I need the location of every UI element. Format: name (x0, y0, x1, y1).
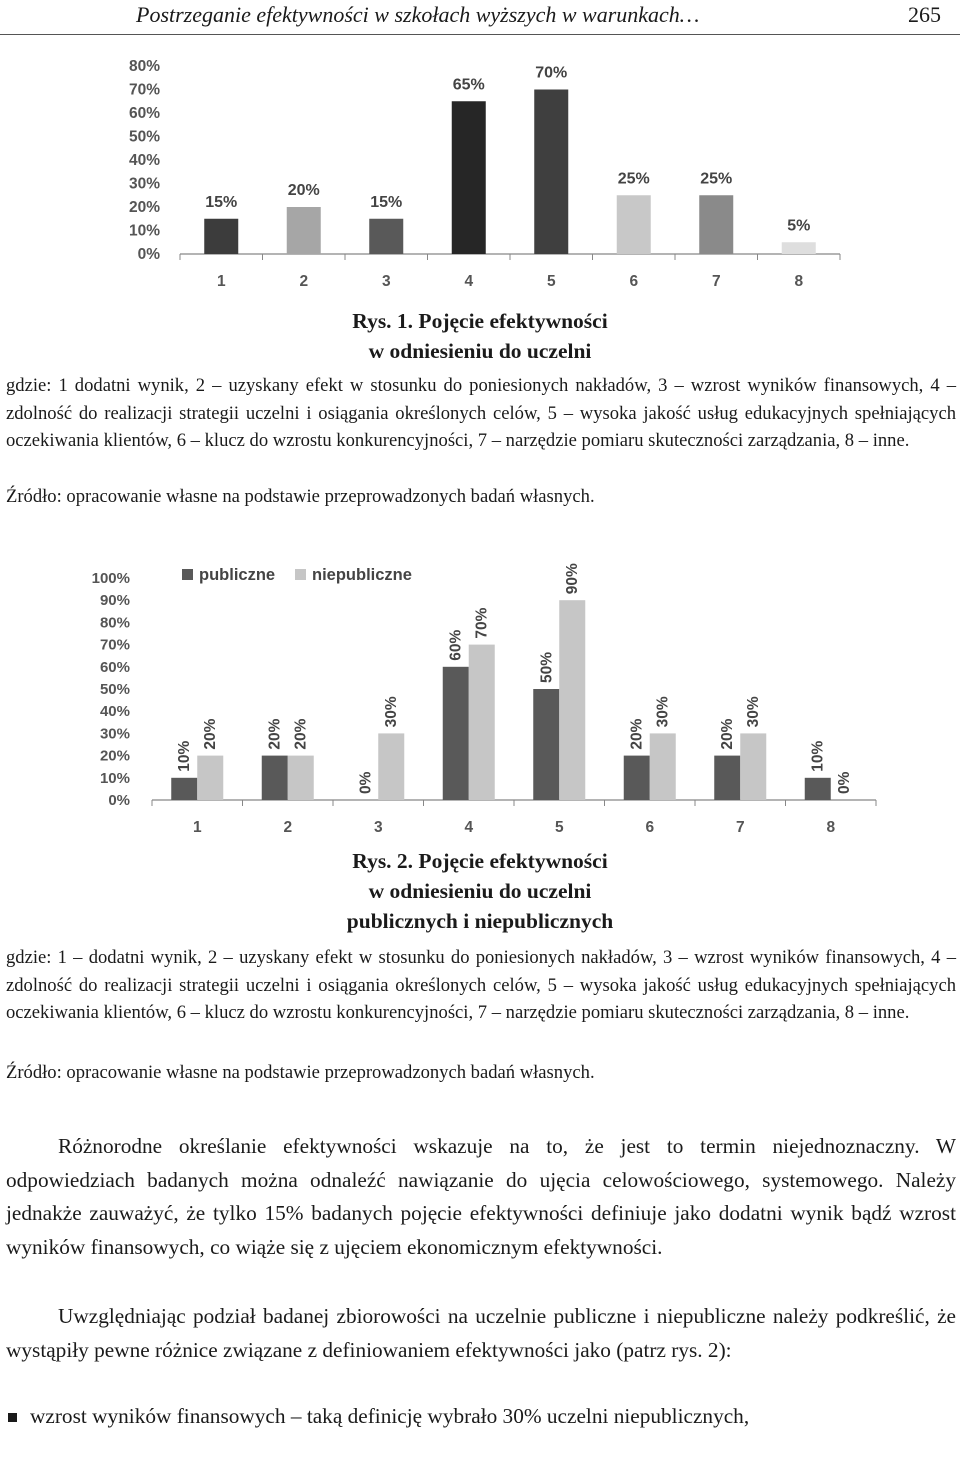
x-tick-label: 3 (373, 819, 383, 836)
x-tick-label: 7 (735, 819, 745, 836)
y-tick-label: 90% (99, 592, 130, 610)
figure1-legend-text: gdzie: 1 dodatni wynik, 2 – uzyskany efekt w stosunku do poniesionych nakładów, 3 – wzrost wyników finansowych, 4 – zdolność do realizacji strategii uczelni i osiągania określonych celów, 5 – wysoka jakość usług edukacyjnych spełniających oczekiwania klientów, 6 – klucz do wzrostu konkurencyjności, 7 – narzędzie pomiaru skuteczności zarządzania, 8 – inne. (6, 375, 956, 451)
x-tick-label: 5 (546, 273, 556, 290)
y-tick-label: 40% (128, 152, 160, 169)
figure2-caption-line3: publicznych i niepublicznych (346, 909, 614, 933)
bar-niepubliczne (197, 756, 223, 800)
x-tick-label: 6 (645, 819, 655, 836)
bar-niepubliczne (378, 733, 404, 800)
figure1-caption-line1: Rys. 1. Pojęcie efektywności (352, 309, 608, 333)
bar (369, 219, 403, 254)
bullet-item: wzrost wyników finansowych – taką definicję wybrało 30% uczelni niepublicznych, (6, 1400, 956, 1434)
data-label: 20% (202, 718, 220, 750)
bar (782, 242, 816, 254)
bar-publiczne (714, 756, 740, 800)
data-label: 20% (266, 718, 284, 750)
y-tick-label: 100% (91, 570, 130, 587)
bar-niepubliczne (288, 756, 314, 800)
x-tick-label: 2 (283, 819, 293, 836)
y-tick-label: 60% (128, 105, 160, 122)
x-tick-label: 4 (464, 273, 474, 290)
body-paragraph-2: Uwzględniając podział badanej zbiorowości na uczelnie publiczne i niepubliczne należy podkreślić, że wystąpiły pewne różnice związane z definiowaniem efektywności jako (patrz rys. 2): (6, 1304, 956, 1362)
data-label: 65% (452, 76, 485, 94)
bar-publiczne (805, 778, 831, 800)
y-tick-label: 80% (99, 614, 130, 632)
x-tick-label: 7 (711, 273, 721, 290)
y-tick-label: 0% (108, 792, 130, 809)
y-tick-label: 50% (128, 128, 160, 146)
data-label: 0% (357, 771, 375, 794)
bar (699, 195, 733, 254)
x-tick-label: 8 (826, 819, 836, 836)
legend-swatch (182, 569, 193, 580)
bar-publiczne (262, 756, 288, 800)
figure2-caption-line2: w odniesieniu do uczelni (368, 879, 592, 903)
legend-label: publiczne (199, 566, 276, 584)
data-label: 10% (809, 740, 827, 772)
x-tick-label: 1 (192, 819, 202, 836)
body-paragraph-1: Różnorodne określanie efektywności wskazuje na to, że jest to termin niejednoznaczny. W odpowiedziach badanych można odnaleźć nawiązanie do ujęcia celowościowego, systemowego. Należy jednakże zauważyć, że tylko 15% badanych pojęcie efektywności definiuje jako dodatni wynik bądź wzrost wyników finansowych, co wiąże się z ujęciem ekonomicznym efektywności. (6, 1134, 956, 1259)
figure2-legend-text: gdzie: 1 – dodatni wynik, 2 – uzyskany efekt w stosunku do poniesionych nakładów, 3 – wzrost wyników finansowych, 4 – zdolność do realizacji strategii uczelni i osiągania określonych celów, 5 – wysoka jakość usług edukacyjnych spełniających oczekiwania klientów, 6 – klucz do wzrostu konkurencyjności, 7 – narzędzie pomiaru skuteczności zarządzania, 8 – inne. (6, 947, 956, 1023)
data-label: 70% (535, 64, 568, 82)
y-tick-label: 10% (99, 769, 130, 787)
data-label: 15% (205, 193, 238, 211)
running-header-title: Postrzeganie efektywności w szkołach wyższych w warunkach… (136, 2, 700, 27)
data-label: 20% (719, 718, 737, 750)
page-number: 265 (908, 2, 941, 27)
data-label: 30% (745, 696, 763, 728)
data-label: 20% (292, 718, 310, 750)
figure1-caption-line2: w odniesieniu do uczelni (368, 339, 592, 363)
data-label: 90% (564, 563, 582, 595)
figure1-caption (0, 306, 960, 366)
bar-publiczne (443, 667, 469, 800)
x-tick-label: 8 (794, 273, 804, 290)
x-tick-label: 3 (381, 273, 391, 290)
x-tick-label: 2 (299, 273, 309, 290)
y-tick-label: 30% (128, 175, 160, 193)
x-tick-label: 1 (216, 273, 226, 290)
bar-niepubliczne (740, 733, 766, 800)
data-label: 0% (835, 771, 853, 794)
legend-swatch (295, 569, 306, 580)
y-tick-label: 70% (128, 81, 160, 99)
data-label: 30% (654, 696, 672, 728)
y-tick-label: 70% (99, 636, 130, 654)
x-tick-label: 4 (464, 819, 474, 836)
data-label: 20% (628, 718, 646, 750)
figure2-legend (6, 944, 956, 1027)
y-tick-label: 40% (99, 703, 130, 721)
figure2-source: Źródło: opracowanie własne na podstawie przeprowadzonych badań własnych. (6, 1062, 595, 1083)
data-label: 30% (383, 696, 401, 728)
y-tick-label: 80% (128, 58, 160, 75)
y-tick-label: 10% (128, 222, 160, 240)
y-tick-label: 60% (99, 658, 130, 676)
bar-publiczne (171, 778, 197, 800)
figure2-chart (78, 552, 878, 840)
legend-label: niepubliczne (312, 566, 412, 584)
figure1-source: Źródło: opracowanie własne na podstawie przeprowadzonych badań własnych. (6, 486, 595, 507)
bar-niepubliczne (650, 733, 676, 800)
bar (287, 207, 321, 254)
y-tick-label: 50% (99, 681, 130, 698)
running-header (0, 0, 960, 35)
figure2-bar-chart (78, 552, 878, 840)
data-label: 10% (176, 740, 194, 772)
bar (617, 195, 651, 254)
data-label: 5% (787, 217, 811, 235)
bar-publiczne (533, 689, 559, 800)
data-label: 20% (287, 182, 320, 199)
data-label: 15% (370, 193, 403, 211)
y-tick-label: 20% (99, 747, 130, 765)
bar-niepubliczne (559, 600, 585, 800)
bar (204, 219, 238, 254)
x-tick-label: 5 (554, 819, 564, 836)
y-tick-label: 30% (99, 725, 130, 743)
data-label: 25% (700, 170, 733, 188)
bullet-square-icon (8, 1413, 17, 1422)
data-label: 60% (447, 629, 465, 661)
bar (534, 90, 568, 255)
data-label: 50% (538, 651, 556, 683)
bar (452, 101, 486, 254)
data-label: 70% (473, 607, 491, 639)
y-tick-label: 20% (128, 199, 160, 216)
y-tick-label: 0% (137, 246, 160, 263)
figure2-caption (0, 846, 960, 936)
x-tick-label: 6 (629, 273, 639, 290)
bar-publiczne (624, 756, 650, 800)
data-label: 25% (617, 170, 650, 188)
figure1-legend (6, 372, 956, 455)
figure2-caption-line1: Rys. 2. Pojęcie efektywności (352, 849, 608, 873)
figure1-bar-chart (100, 44, 860, 306)
bar-niepubliczne (469, 645, 495, 800)
figure1-chart (100, 44, 860, 306)
